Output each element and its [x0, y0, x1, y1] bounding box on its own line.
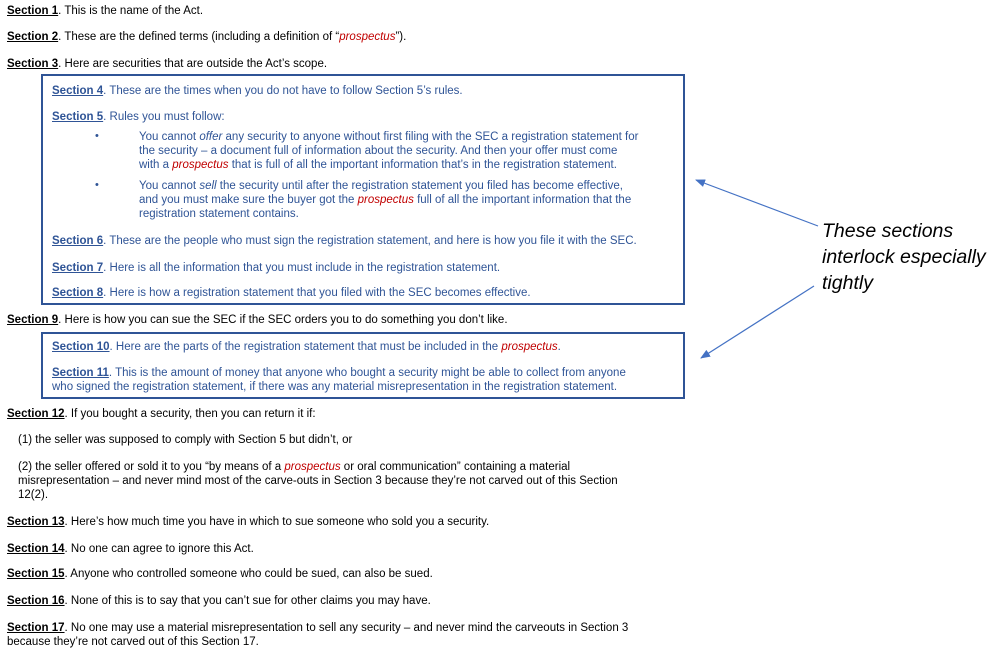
section-15-text: . Anyone who controlled someone who could be sued, can also be sued.	[64, 568, 433, 580]
section-2-text-a: . These are the defined terms (including a definition of “	[58, 31, 340, 43]
section-17-line-2: because they’re not carved out of this Section 17.	[7, 636, 259, 648]
para-2-line-2: misrepresentation – and never mind most of the carve-outs in Section 3 because they’re not carved out of this Section	[18, 475, 618, 487]
section-8-label: Section 8	[52, 287, 104, 299]
note-line-1: These sections	[822, 220, 954, 242]
arrow-to-box-1	[696, 180, 818, 226]
bullet-1-line-3-b: that is full of all the important information that’s in the registration statement.	[228, 159, 617, 171]
section-8-text: . Here is how a registration statement that you filed with the SEC becomes effective.	[103, 287, 531, 299]
section-10-end: .	[557, 341, 561, 353]
section-6-text: . These are the people who must sign the registration statement, and here is how you file it with the SEC.	[103, 235, 637, 247]
bullet-2-text-b: the security until after the registration statement you filed has become effective,	[216, 180, 623, 192]
section-12-para-1: (1) the seller was supposed to comply with Section 5 but didn’t, or	[18, 434, 353, 446]
bullet-2-text-a: You cannot	[139, 180, 200, 192]
section-5-label: Section 5	[52, 111, 104, 123]
section-2-text-b: ”).	[395, 31, 407, 43]
section-12-text: . If you bought a security, then you can return it if:	[64, 408, 316, 420]
bullet-1: •	[95, 130, 99, 142]
section-9-text: . Here is how you can sue the SEC if the SEC orders you to do something you don’t like.	[58, 314, 508, 326]
section-10-text: . Here are the parts of the registration statement that must be included in the	[109, 341, 502, 353]
section-10-label: Section 10	[52, 341, 110, 353]
section-9-label: Section 9	[7, 314, 59, 326]
section-15-label: Section 15	[7, 568, 65, 580]
section-14-label: Section 14	[7, 543, 65, 555]
para-2-text-a: (2) the seller offered or sold it to you “by means of a	[18, 461, 285, 473]
bullet-2-prospectus: prospectus	[357, 194, 414, 206]
section-7-text: . Here is all the information that you must include in the registration statement.	[103, 262, 501, 274]
section-14-text: . No one can agree to ignore this Act.	[64, 543, 254, 555]
bullet-1-offer: offer	[199, 131, 223, 143]
bullet-1-text-b: any security to anyone without first filing with the SEC a registration statement for	[222, 131, 639, 143]
bullet-1-line-2: the security – a document full of information about the security. And then your offer must come	[139, 145, 618, 157]
section-4-label: Section 4	[52, 85, 104, 97]
note-line-2: interlock especially	[822, 246, 986, 268]
section-11-label: Section 11	[52, 367, 109, 379]
section-16-label: Section 16	[7, 595, 65, 607]
note-line-3: tightly	[822, 272, 873, 294]
section-10-term: prospectus	[501, 341, 558, 353]
section-2-term: prospectus	[339, 31, 396, 43]
section-1-label: Section 1	[7, 5, 59, 17]
bullet-2-line-2-b: full of all the important information that the	[413, 194, 632, 206]
bullet-1-prospectus: prospectus	[172, 159, 229, 171]
section-3-text: . Here are securities that are outside the Act’s scope.	[58, 58, 328, 70]
section-11-line-2: who signed the registration statement, if there was any material misrepresentation in the registration statement.	[52, 381, 618, 393]
para-2-term: prospectus	[284, 461, 341, 473]
arrow-to-box-2	[701, 286, 814, 358]
section-5-text: . Rules you must follow:	[103, 111, 225, 123]
section-17-label: Section 17	[7, 622, 65, 634]
section-13-text: . Here’s how much time you have in which to sue someone who sold you a security.	[64, 516, 490, 528]
section-3-label: Section 3	[7, 58, 59, 70]
para-2-text-b: or oral communication” containing a material	[340, 461, 571, 473]
section-11-text: . This is the amount of money that anyone who bought a security might be able to collect from anyone	[108, 367, 626, 379]
para-2-line-3: 12(2).	[18, 489, 49, 501]
bullet-2-line-2-a: and you must make sure the buyer got the	[139, 194, 358, 206]
bullet-1-text-a: You cannot	[139, 131, 200, 143]
bullet-2: •	[95, 179, 99, 191]
section-4-text: . These are the times when you do not have to follow Section 5’s rules.	[103, 85, 463, 97]
section-2-label: Section 2	[7, 31, 59, 43]
bullet-2-line-3: registration statement contains.	[139, 208, 299, 220]
section-7-label: Section 7	[52, 262, 104, 274]
section-13-label: Section 13	[7, 516, 65, 528]
bullet-1-line-3-a: with a	[139, 159, 173, 171]
bullet-2-sell: sell	[199, 180, 217, 192]
section-1-text: . This is the name of the Act.	[58, 5, 204, 17]
section-16-text: . None of this is to say that you can’t sue for other claims you may have.	[64, 595, 431, 607]
section-12-label: Section 12	[7, 408, 65, 420]
section-17-text: . No one may use a material misrepresentation to sell any security – and never mind the carveouts in Section 3	[64, 622, 629, 634]
section-6-label: Section 6	[52, 235, 104, 247]
